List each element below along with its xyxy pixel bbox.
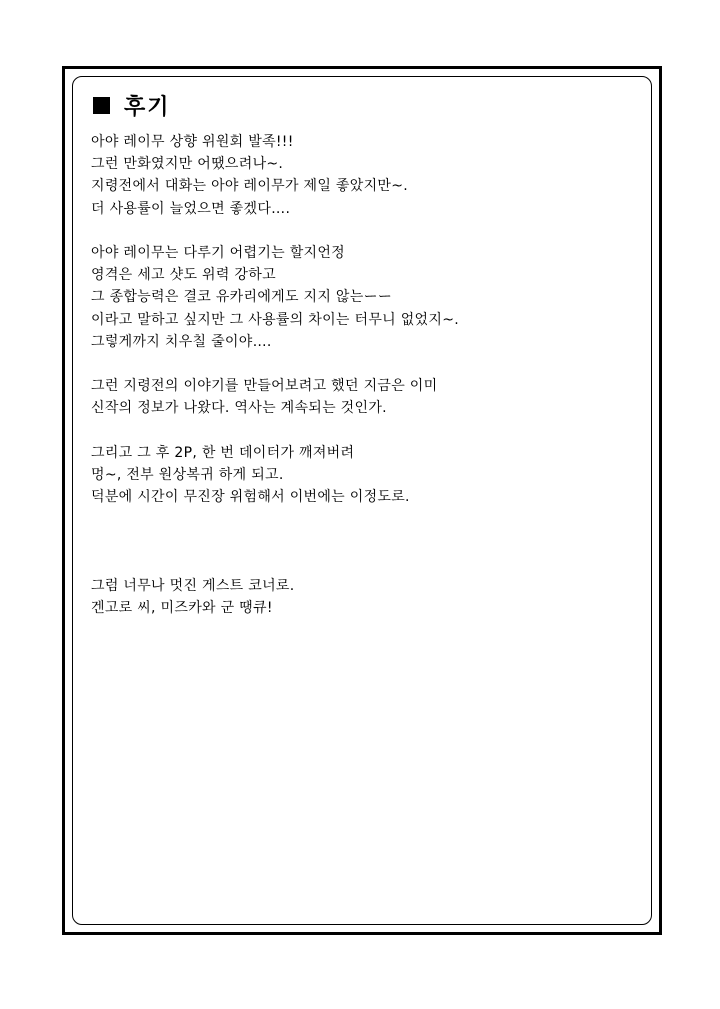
black-square-bullet-icon — [93, 97, 110, 114]
text-line: 더 사용률이 늘었으면 좋겠다…. — [91, 200, 291, 217]
text-line: 아야 레이무는 다루기 어렵기는 할지언정 — [91, 244, 346, 261]
text-line: 지령전에서 대화는 아야 레이무가 제일 좋았지만~. — [91, 178, 409, 195]
paragraph-spacer — [91, 508, 561, 575]
paragraph-spacer — [91, 419, 561, 441]
heading-title: 후기 — [124, 94, 171, 120]
paragraph-spacer — [91, 353, 561, 375]
text-line: 그리고 그 후 2P, 한 번 데이터가 깨져버려 — [91, 444, 355, 461]
paragraph-spacer — [91, 220, 561, 242]
paragraph-5 — [91, 575, 561, 619]
afterword-body — [91, 131, 561, 619]
text-line: 그렇게까지 치우칠 줄이야…. — [91, 333, 272, 350]
paragraph-1 — [91, 131, 561, 220]
text-line: 덕분에 시간이 무진장 위험해서 이번에는 이정도로. — [91, 489, 410, 505]
text-line: 그럼 너무나 멋진 게스트 코너로. — [91, 577, 295, 594]
afterword-heading — [93, 90, 171, 120]
text-line: 그런 지령전의 이야기를 만들어보려고 했던 지금은 이미 — [91, 378, 438, 395]
paragraph-2 — [91, 242, 561, 353]
text-line: 영격은 세고 샷도 위력 강하고 — [91, 267, 276, 284]
text-line: 겐고로 씨, 미즈카와 군 땡큐! — [91, 599, 273, 616]
text-line: 이라고 말하고 싶지만 그 사용률의 차이는 터무니 없었지~. — [91, 311, 459, 328]
paragraph-4 — [91, 442, 561, 509]
text-line: 신작의 정보가 나왔다. 역사는 계속되는 것인가. — [91, 400, 387, 417]
text-line: 그런 만화였지만 어땠으려나~. — [91, 156, 284, 173]
text-line: 아야 레이무 상향 위원회 발족!!! — [91, 134, 294, 150]
text-line: 멍~, 전부 원상복귀 하게 되고. — [91, 466, 284, 483]
text-line: 그 종합능력은 결코 유카리에게도 지지 않는ーー — [91, 289, 393, 306]
paragraph-3 — [91, 375, 561, 419]
